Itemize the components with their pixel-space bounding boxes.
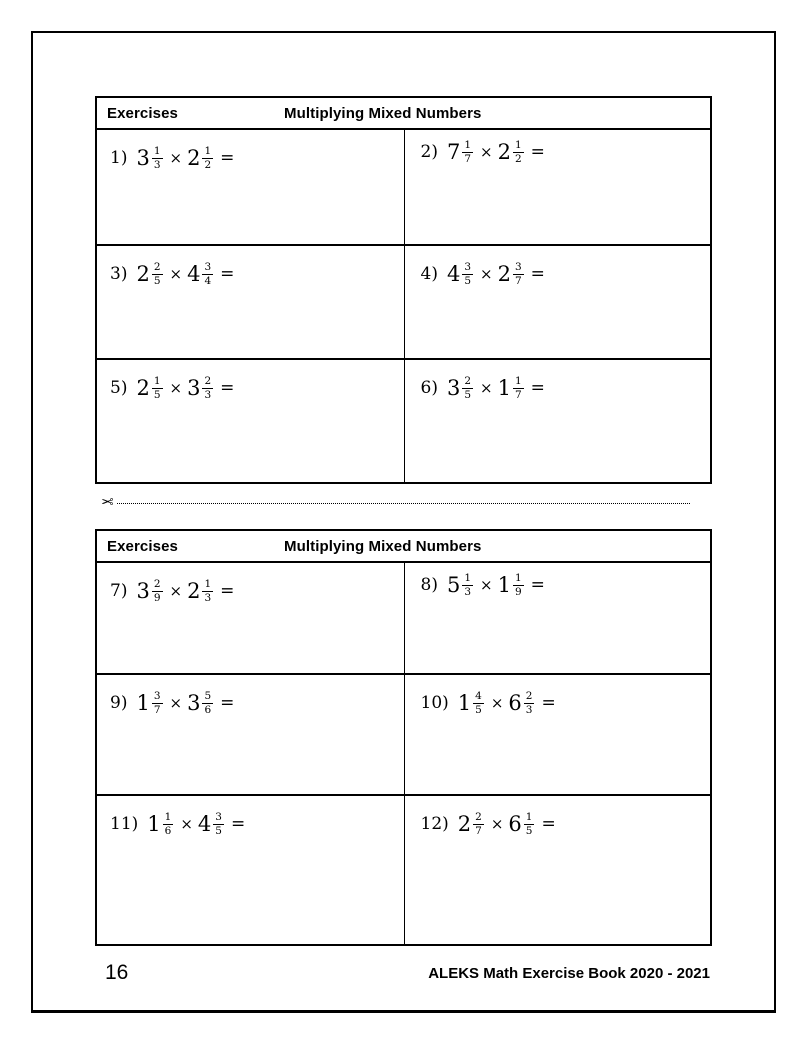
fraction xyxy=(202,690,213,716)
fraction-numerator: 1 xyxy=(514,139,522,151)
mixed-number-whole: 3 xyxy=(187,691,201,716)
problem-expression xyxy=(421,375,711,401)
exercises-heading: Exercises xyxy=(107,537,178,555)
fraction-denominator: 2 xyxy=(514,153,522,166)
fraction-denominator: 7 xyxy=(153,704,161,717)
fraction-denominator: 4 xyxy=(204,275,212,288)
fraction xyxy=(524,811,535,837)
mixed-number-whole: 2 xyxy=(457,812,472,837)
mixed-number-whole: 1 xyxy=(497,573,511,598)
problem-cell xyxy=(97,358,404,482)
problem-number: 1) xyxy=(110,148,128,169)
multiply-sign: × xyxy=(490,815,504,834)
equals-sign: = xyxy=(220,378,235,399)
problem-expression xyxy=(110,578,404,604)
equals-sign: = xyxy=(541,814,556,835)
equals-sign: = xyxy=(530,378,545,399)
mixed-number-whole: 2 xyxy=(187,146,201,171)
fraction-numerator: 1 xyxy=(464,139,472,151)
multiply-sign: × xyxy=(480,379,493,398)
problem-expression xyxy=(421,139,711,165)
problem-number: 11) xyxy=(110,814,139,835)
fraction-numerator: 2 xyxy=(464,375,472,387)
mixed-number-whole: 2 xyxy=(497,262,511,287)
problem-cell xyxy=(404,358,711,482)
problem-expression xyxy=(421,811,711,837)
fraction-denominator: 3 xyxy=(204,592,212,605)
mixed-number-whole: 7 xyxy=(446,140,461,165)
mixed-number-whole: 2 xyxy=(187,579,201,604)
fraction xyxy=(513,375,524,401)
mixed-number-whole: 2 xyxy=(497,140,511,165)
fraction-denominator: 5 xyxy=(525,825,533,838)
fraction-numerator: 3 xyxy=(215,811,222,823)
fraction xyxy=(473,690,484,716)
multiply-sign: × xyxy=(169,149,183,168)
problems-grid-bottom xyxy=(97,563,710,944)
fraction-denominator: 7 xyxy=(464,153,472,166)
multiply-sign: × xyxy=(169,582,183,601)
fraction-numerator: 1 xyxy=(164,811,172,823)
fraction-denominator: 9 xyxy=(153,592,161,605)
problems-grid-top xyxy=(97,130,710,482)
problem-number: 2) xyxy=(420,142,438,163)
mixed-number-whole: 4 xyxy=(197,812,212,837)
fraction-numerator: 1 xyxy=(153,375,161,387)
problem-expression xyxy=(110,261,404,287)
fraction xyxy=(202,145,213,171)
mixed-number-whole: 6 xyxy=(508,691,522,716)
fraction xyxy=(462,375,473,401)
fraction-denominator: 5 xyxy=(464,275,472,288)
worksheet-title: Multiplying Mixed Numbers xyxy=(283,104,482,122)
fraction xyxy=(462,139,473,165)
equals-sign: = xyxy=(220,693,235,714)
exercises-heading: Exercises xyxy=(107,104,178,122)
problem-cell xyxy=(97,130,404,244)
fraction-numerator: 1 xyxy=(514,572,522,584)
multiply-sign: × xyxy=(490,694,504,713)
fraction-denominator: 7 xyxy=(514,275,522,288)
equals-sign: = xyxy=(230,814,246,835)
multiply-sign: × xyxy=(480,265,493,284)
mixed-number-whole: 1 xyxy=(457,691,472,716)
fraction-denominator: 7 xyxy=(514,389,522,402)
fraction xyxy=(513,139,524,165)
fraction-numerator: 3 xyxy=(514,261,522,273)
mixed-number-whole: 1 xyxy=(497,376,511,401)
fraction xyxy=(524,690,535,716)
worksheet-title: Multiplying Mixed Numbers xyxy=(283,537,482,555)
fraction-denominator: 9 xyxy=(514,586,522,599)
fraction-numerator: 1 xyxy=(204,145,212,157)
fraction-numerator: 1 xyxy=(153,145,161,157)
mixed-number-whole: 1 xyxy=(147,812,161,837)
worksheet-table-top xyxy=(95,96,712,484)
cut-line xyxy=(101,491,712,513)
mixed-number-whole: 1 xyxy=(136,691,150,716)
fraction-numerator: 3 xyxy=(464,261,472,273)
mixed-number-whole: 2 xyxy=(136,262,150,287)
page-border-frame xyxy=(31,31,776,1013)
problem-cell xyxy=(97,244,404,358)
fraction xyxy=(513,572,524,598)
mixed-number-whole: 3 xyxy=(136,579,150,604)
fraction-denominator: 3 xyxy=(153,159,161,172)
fraction xyxy=(152,375,163,401)
fraction-denominator: 5 xyxy=(464,389,472,402)
problem-expression xyxy=(110,690,404,716)
fraction xyxy=(202,578,213,604)
problem-number: 7) xyxy=(110,581,128,602)
fraction xyxy=(202,261,213,287)
fraction-denominator: 5 xyxy=(153,275,161,288)
fraction-numerator: 1 xyxy=(525,811,533,823)
fraction-numerator: 2 xyxy=(153,578,161,590)
table-header xyxy=(97,531,710,563)
dotted-cut-rule xyxy=(117,503,690,504)
equals-sign: = xyxy=(220,264,235,285)
fraction-numerator: 5 xyxy=(204,690,212,702)
problem-number: 9) xyxy=(110,693,128,714)
problem-number: 10) xyxy=(420,693,449,714)
problem-expression xyxy=(421,572,711,598)
equals-sign: = xyxy=(220,148,235,169)
multiply-sign: × xyxy=(169,694,183,713)
fraction xyxy=(152,690,163,716)
fraction xyxy=(152,578,163,604)
problem-number: 4) xyxy=(420,264,438,285)
problem-cell xyxy=(97,673,404,794)
fraction-numerator: 2 xyxy=(204,375,212,387)
problem-cell xyxy=(404,244,711,358)
problem-number: 6) xyxy=(420,378,438,399)
mixed-number-whole: 3 xyxy=(446,376,461,401)
problem-expression xyxy=(421,261,711,287)
mixed-number-whole: 6 xyxy=(508,812,522,837)
problem-cell xyxy=(97,794,404,944)
problem-number: 5) xyxy=(110,378,128,399)
problem-cell xyxy=(404,130,711,244)
scissors-icon: ✂ xyxy=(101,493,114,511)
mixed-number-whole: 2 xyxy=(136,376,150,401)
fraction-denominator: 7 xyxy=(475,825,482,838)
problem-expression xyxy=(421,690,711,716)
multiply-sign: × xyxy=(169,379,183,398)
page-footer xyxy=(95,961,712,985)
page-number: 16 xyxy=(105,961,129,984)
mixed-number-whole: 5 xyxy=(446,573,461,598)
multiply-sign: × xyxy=(169,265,183,284)
fraction-numerator: 2 xyxy=(475,811,482,823)
worksheet-table-bottom xyxy=(95,529,712,946)
fraction-denominator: 5 xyxy=(215,825,222,838)
mixed-number-whole: 3 xyxy=(187,376,201,401)
problem-number: 12) xyxy=(420,814,449,835)
problem-cell xyxy=(404,794,711,944)
fraction xyxy=(202,375,213,401)
problem-cell xyxy=(404,563,711,673)
fraction-denominator: 3 xyxy=(204,389,212,402)
problem-cell xyxy=(404,673,711,794)
fraction-denominator: 6 xyxy=(204,704,212,717)
fraction-denominator: 3 xyxy=(525,704,533,717)
mixed-number-whole: 4 xyxy=(446,262,461,287)
equals-sign: = xyxy=(541,693,556,714)
fraction-denominator: 5 xyxy=(153,389,161,402)
problem-expression xyxy=(110,375,404,401)
fraction-numerator: 2 xyxy=(153,261,161,273)
equals-sign: = xyxy=(530,142,545,163)
fraction xyxy=(163,811,174,837)
fraction-denominator: 2 xyxy=(204,159,212,172)
fraction-numerator: 1 xyxy=(204,578,212,590)
multiply-sign: × xyxy=(180,815,193,834)
table-header xyxy=(97,98,710,130)
fraction-denominator: 5 xyxy=(475,704,482,717)
fraction-numerator: 3 xyxy=(153,690,161,702)
multiply-sign: × xyxy=(480,576,493,595)
problem-number: 8) xyxy=(420,575,438,596)
problem-cell xyxy=(97,563,404,673)
fraction xyxy=(513,261,524,287)
mixed-number-whole: 3 xyxy=(136,146,150,171)
fraction-denominator: 3 xyxy=(464,586,472,599)
problem-expression xyxy=(110,811,404,837)
fraction-numerator: 4 xyxy=(475,690,482,702)
fraction xyxy=(152,261,163,287)
fraction-numerator: 2 xyxy=(525,690,533,702)
equals-sign: = xyxy=(530,264,545,285)
equals-sign: = xyxy=(530,575,545,596)
fraction-denominator: 6 xyxy=(164,825,172,838)
fraction-numerator: 1 xyxy=(464,572,472,584)
multiply-sign: × xyxy=(480,143,493,162)
fraction xyxy=(152,145,163,171)
mixed-number-whole: 4 xyxy=(187,262,201,287)
problem-number: 3) xyxy=(110,264,128,285)
fraction-numerator: 3 xyxy=(204,261,212,273)
footer-book-title: ALEKS Math Exercise Book 2020 - 2021 xyxy=(428,964,710,982)
problem-expression xyxy=(110,145,404,171)
fraction xyxy=(462,261,473,287)
fraction xyxy=(213,811,224,837)
fraction xyxy=(462,572,473,598)
equals-sign: = xyxy=(220,581,235,602)
fraction-numerator: 1 xyxy=(514,375,522,387)
fraction xyxy=(473,811,484,837)
